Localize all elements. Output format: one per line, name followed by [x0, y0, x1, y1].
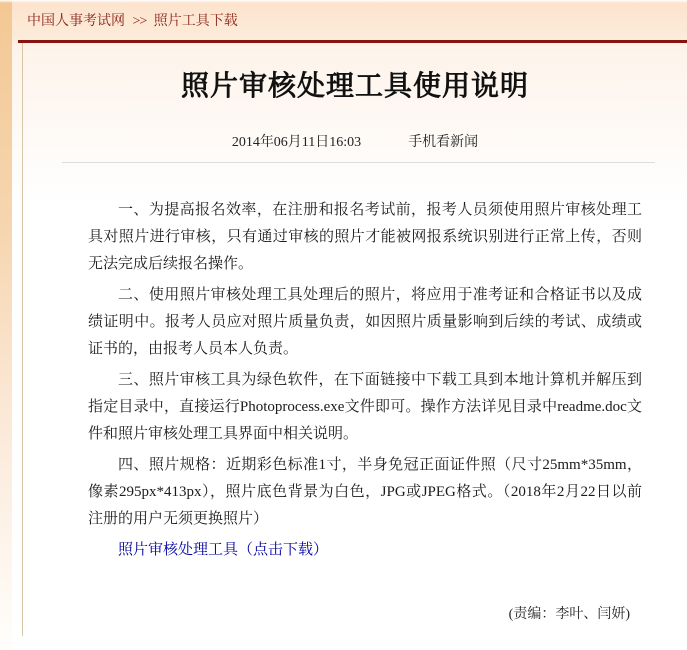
page-title: 照片审核处理工具使用说明: [180, 71, 529, 102]
download-row: [88, 537, 642, 564]
breadcrumb-site-link[interactable]: 中国人事考试网: [27, 14, 125, 29]
editor-credit: (责编：李叶、闫妍): [508, 607, 630, 622]
download-tool-link[interactable]: 照片审核处理工具（点击下载）: [118, 542, 329, 558]
article-body: [88, 197, 642, 623]
paragraph-2: 二、使用照片审核处理工具处理后的照片，将应用于准考证和合格证书以及成绩证明中。报考人员应对照片质量负责，如因照片质量影响到后续的考试、成绩或证书的，由报考人员本人负责。: [88, 287, 642, 357]
mobile-news-link[interactable]: 手机看新闻: [408, 135, 479, 150]
breadcrumb-separator: >>: [132, 14, 147, 29]
article-meta: [23, 134, 687, 151]
page-body: [12, 0, 687, 650]
meta-divider: [62, 162, 655, 163]
paragraph-1: 一、为提高报名效率，在注册和报名考试前，报考人员须使用照片审核处理工具对照片进行审核，只有通过审核的照片才能被网报系统识别进行正常上传，否则无法完成后续报名操作。: [88, 202, 642, 272]
page-left-gradient: [0, 0, 12, 650]
paragraph-4: 四、照片规格：近期彩色标准1寸，半身免冠正面证件照（尺寸25mm*35mm，像素295px*413px），照片底色背景为白色，JPG或JPEG格式。（2018年2月22日以前注册的用户无须更换照片）: [88, 457, 642, 527]
article-panel: [22, 43, 687, 636]
breadcrumb-current: 照片工具下载: [153, 14, 238, 29]
breadcrumb: [12, 0, 687, 30]
publish-date: 2014年06月11日16:03: [231, 135, 362, 150]
paragraph-3: 三、照片审核工具为绿色软件，在下面链接中下载工具到本地计算机并解压到指定目录中，直接运行Photoprocess.exe文件即可。操作方法详见目录中readme.doc文件和照片审核处理工具界面中相关说明。: [88, 372, 642, 442]
